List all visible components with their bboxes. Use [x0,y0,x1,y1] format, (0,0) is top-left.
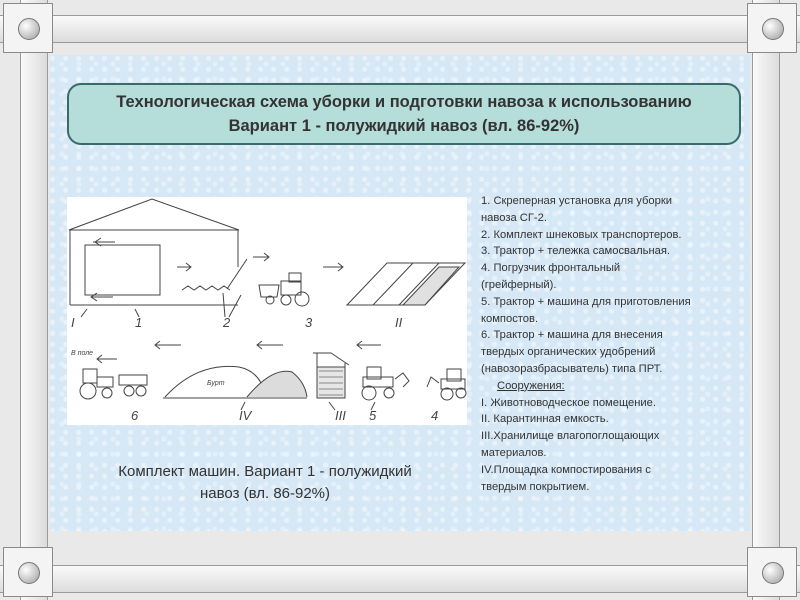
slide-title [67,83,741,145]
caption-line2: навоз (вл. 86-92%) [199,485,331,502]
tractor-trailer-icon [253,253,309,306]
rivet-icon [762,562,784,584]
slide-title-line1: Технологическая схема уборки и подготовки навоза к использованию [116,93,692,111]
diagram-label-pile: Бурт [207,380,225,387]
slide-title-line2: Вариант 1 - полужидкий навоз (вл. 86-92%) [228,117,580,135]
process-diagram-svg [67,197,467,425]
diagram-label-1: 1 [135,315,143,330]
frame-corner-bottom-left [3,547,53,597]
frame-top-bar [0,15,800,43]
quarantine-tank-icon [323,263,465,305]
process-diagram [67,197,467,425]
frame-corner-top-left [3,3,53,53]
diagram-label-I: I [71,315,75,330]
legend-item: 4. Погрузчик фронтальный [481,262,621,275]
livestock-building-icon [69,199,239,305]
caption-line1: Комплект машин. Вариант 1 - полужидкий [118,463,412,480]
legend-structure-item: II. Карантинная емкость. [481,413,609,426]
absorbent-storage-icon [313,353,349,398]
legend-structure-item: материалов. [481,446,547,459]
legend-item: 5. Трактор + машина для приготовления [481,295,691,308]
legend-item: 1. Скреперная установка для уборки [481,195,672,207]
rivet-icon [18,562,40,584]
diagram-caption [75,461,455,505]
legend-structure-item: IV.Площадка компостирования с [481,463,651,476]
frame-corner-top-right [747,3,797,53]
frame-bottom-bar [0,565,800,593]
diagram-label-IV: IV [239,408,252,423]
diagram-label-III: III [335,408,346,423]
frame-right-bar [752,0,780,600]
rivet-icon [762,18,784,40]
front-loader-icon [427,369,466,400]
legend [481,193,743,495]
diagram-label-4: 4 [431,408,439,423]
flow-arrows [97,341,381,363]
legend-item: (грейферный). [481,278,557,291]
compost-pile-icon [163,366,307,398]
diagram-label-II: II [395,315,403,330]
diagram-label-3: 3 [305,315,313,330]
legend-item: 6. Трактор + машина для внесения [481,329,663,342]
diagram-label-5: 5 [369,408,377,423]
compost-machine-tractor-icon [362,367,409,400]
legend-structure-item: твердым покрытием. [481,480,590,493]
legend-item: навоза СГ-2. [481,211,547,224]
legend-item: 2. Комплект шнековых транспортеров. [481,228,682,241]
legend-structures-heading: Сооружения: [497,379,565,392]
legend-item: твердых органических удобрений [481,346,656,359]
frame-corner-bottom-right [747,547,797,597]
screw-conveyor-icon [177,259,247,290]
frame-left-bar [20,0,48,600]
legend-item: 3. Трактор + тележка самосвальная. [481,245,671,258]
manure-spreader-tractor-icon [80,369,147,399]
diagram-label-field: В поле [71,350,94,357]
rivet-icon [18,18,40,40]
diagram-label-2: 2 [223,315,231,330]
legend-structure-item: I. Животноводческое помещение. [481,396,657,409]
legend-structure-item: III.Хранилище влагопоглощающих [481,430,660,443]
diagram-label-6: 6 [131,408,139,423]
legend-item: (навозоразбрасыватель) типа ПРТ. [481,362,663,375]
legend-item: компостов. [481,312,539,325]
